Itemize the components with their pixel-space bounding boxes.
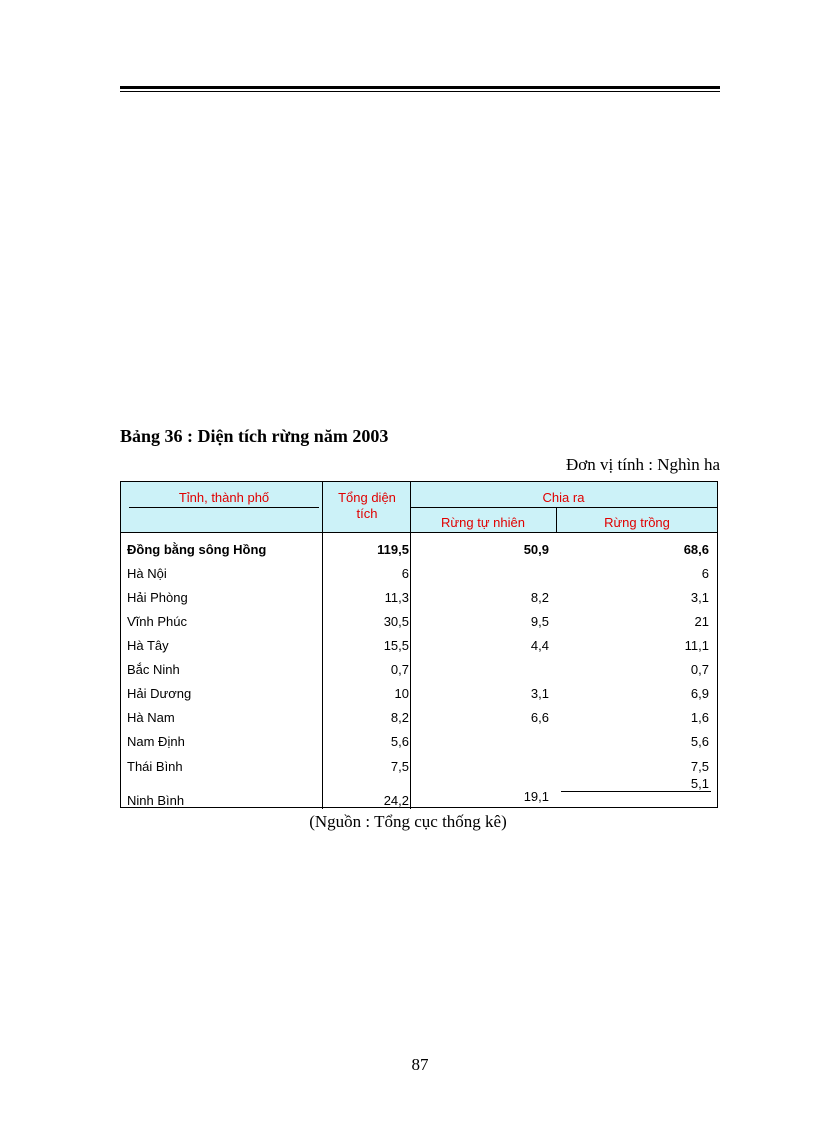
row-name: Vĩnh Phúc xyxy=(127,614,187,629)
row-natural: 9,5 xyxy=(530,614,549,629)
header-planted: Rừng trồng xyxy=(604,515,670,530)
row-planted: 6,9 xyxy=(690,686,709,701)
table-row xyxy=(121,789,717,813)
row-name: Thái Bình xyxy=(127,759,183,774)
row-name: Hải Dương xyxy=(127,686,192,701)
row-name: Hà Tây xyxy=(127,638,169,653)
row-total: 7,5 xyxy=(390,759,409,774)
table-row xyxy=(121,686,717,706)
row-name: Đồng bằng sông Hồng xyxy=(127,542,267,557)
row-name: Hà Nam xyxy=(127,710,175,725)
table-row xyxy=(121,710,717,730)
province-header-underline xyxy=(129,507,319,508)
table-row xyxy=(121,734,717,754)
row-natural: 3,1 xyxy=(530,686,549,701)
row-total: 30,5 xyxy=(383,614,409,629)
row-total: 10 xyxy=(394,686,409,701)
planted-underline xyxy=(561,791,711,792)
row-total: 6 xyxy=(401,566,409,581)
row-total: 11,3 xyxy=(384,590,409,605)
row-natural: 19,1 xyxy=(523,789,549,804)
table-row xyxy=(121,566,717,586)
table-row xyxy=(121,759,717,779)
row-total: 119,5 xyxy=(377,542,409,557)
row-planted: 5,6 xyxy=(690,734,709,749)
row-name: Bắc Ninh xyxy=(127,662,180,677)
header-rule-thin xyxy=(120,91,720,92)
row-total: 24,2 xyxy=(383,793,409,808)
row-total: 15,5 xyxy=(383,638,409,653)
row-natural: 6,6 xyxy=(530,710,549,725)
table-row xyxy=(121,638,717,658)
row-planted: 6 xyxy=(701,566,709,581)
row-name: Ninh Bình xyxy=(127,793,185,808)
row-total: 5,6 xyxy=(390,734,409,749)
header-bottom-line xyxy=(121,532,717,533)
header-split: Chia ra xyxy=(542,490,585,505)
row-natural: 50,9 xyxy=(523,542,549,557)
row-planted: 3,1 xyxy=(690,590,709,605)
row-planted: 21 xyxy=(694,614,709,629)
row-planted: 68,6 xyxy=(683,542,709,557)
table-title: Bảng 36 : Diện tích rừng năm 2003 xyxy=(120,426,389,446)
table-row xyxy=(121,590,717,610)
row-total: 0,7 xyxy=(390,662,409,677)
page-number: 87 xyxy=(411,1055,429,1074)
table-row xyxy=(121,662,717,682)
row-planted: 1,6 xyxy=(690,710,709,725)
header-rule-thick xyxy=(120,86,720,89)
row-planted: 11,1 xyxy=(684,638,709,653)
row-total: 8,2 xyxy=(390,710,409,725)
row-natural: 4,4 xyxy=(530,638,549,653)
table-row xyxy=(121,614,717,634)
row-planted-offset: 5,1 xyxy=(690,776,709,791)
header-total: Tổng diện tích xyxy=(338,490,396,521)
header-province: Tỉnh, thành phố xyxy=(178,490,270,505)
header-natural: Rừng tự nhiên xyxy=(441,515,525,530)
row-planted: 7,5 xyxy=(690,759,709,774)
row-name: Hải Phòng xyxy=(127,590,188,605)
source-note: (Nguồn : Tổng cục thống kê) xyxy=(309,812,507,831)
forest-area-table xyxy=(120,481,718,808)
row-planted: 0,7 xyxy=(690,662,709,677)
row-natural: 8,2 xyxy=(530,590,549,605)
row-name: Nam Định xyxy=(127,734,185,749)
table-row xyxy=(121,542,717,562)
split-header-underline xyxy=(410,507,717,508)
row-name: Hà Nội xyxy=(127,566,167,581)
unit-label: Đơn vị tính : Nghìn ha xyxy=(566,455,720,474)
